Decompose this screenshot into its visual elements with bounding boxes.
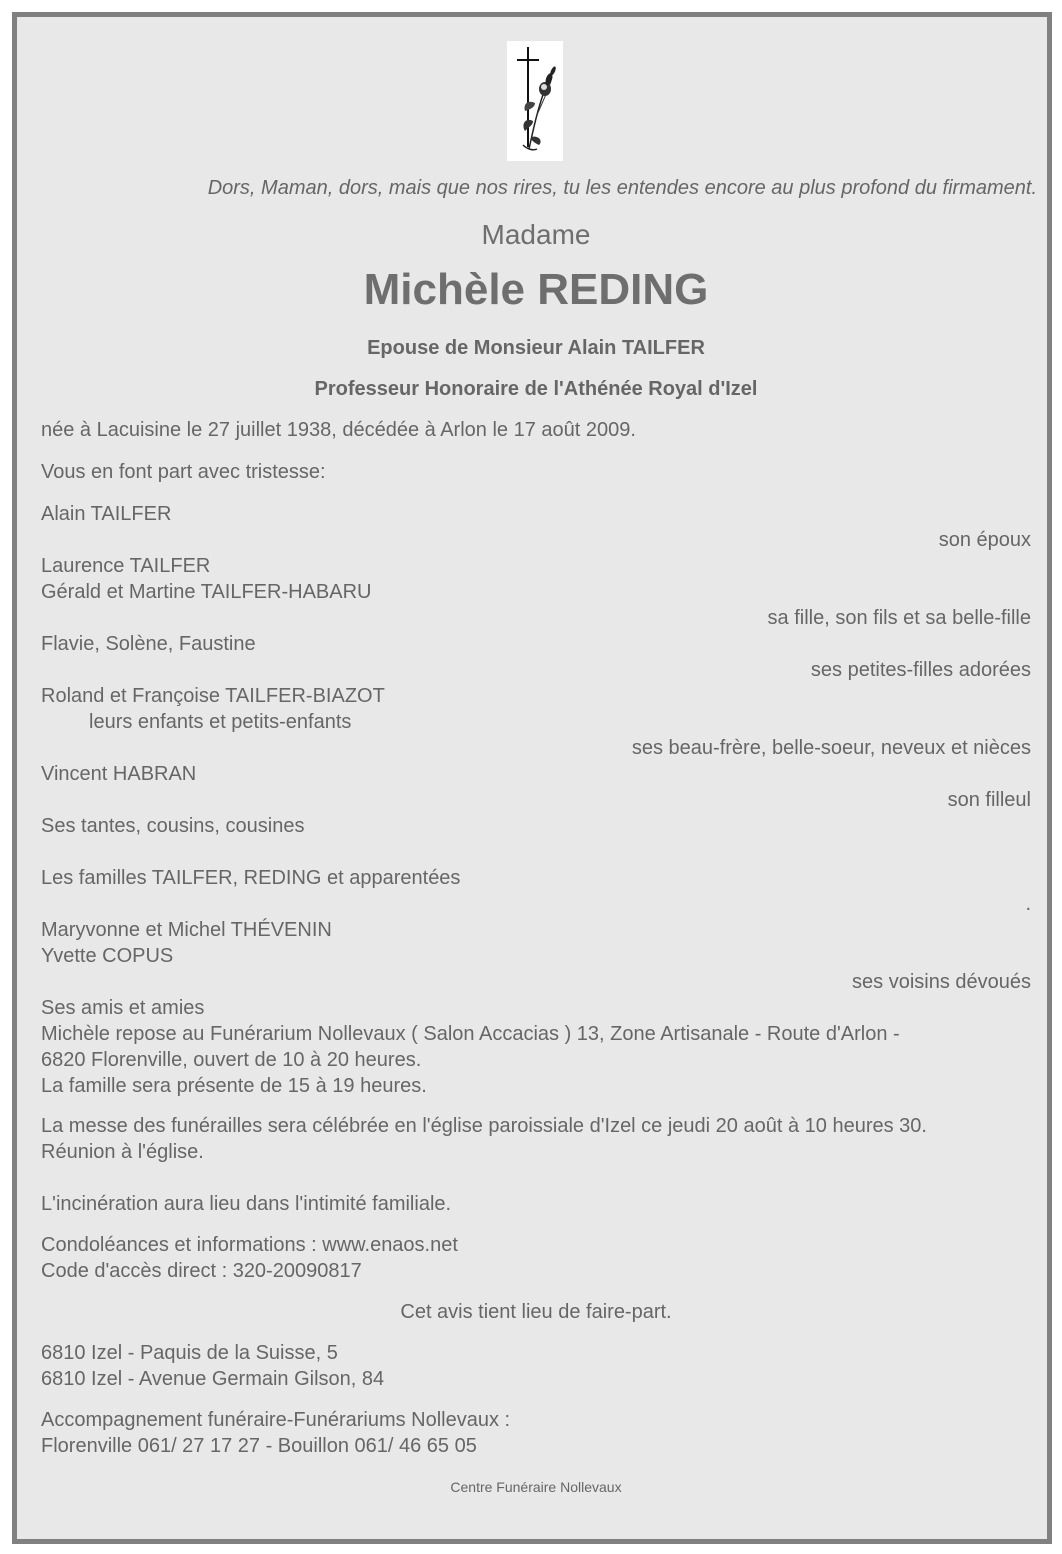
family-name: Ses tantes, cousins, cousines: [41, 815, 305, 837]
family-relation: ses petites-filles adorées: [810, 659, 1031, 681]
incineration-line: L'incinération aura lieu dans l'intimité familiale.: [41, 1193, 452, 1215]
profession-line: Professeur Honoraire de l'Athénée Royal d'Izel: [314, 378, 758, 400]
intro-line: Vous en font part avec tristesse:: [41, 461, 326, 483]
cross-with-flower-image: [507, 41, 563, 161]
family-name: Vincent HABRAN: [41, 763, 197, 785]
address-line: 6810 Izel - Paquis de la Suisse, 5: [41, 1342, 338, 1364]
condolences-link[interactable]: www.enaos.net: [322, 1234, 458, 1256]
family-relation: ses voisins dévoués: [852, 971, 1031, 993]
funeral-service-line: Florenville 061/ 27 17 27 - Bouillon 061/ 46 65 05: [41, 1435, 477, 1457]
repose-line: 6820 Florenville, ouvert de 10 à 20 heures.: [41, 1049, 422, 1071]
access-code-line: Code d'accès direct : 320-20090817: [41, 1260, 362, 1282]
family-name: Laurence TAILFER: [41, 555, 211, 577]
footer-credit: Centre Funéraire Nollevaux: [450, 1479, 622, 1495]
family-name: leurs enfants et petits-enfants: [89, 711, 352, 733]
obituary-card: [12, 12, 1052, 1544]
condolences-prefix: Condoléances et informations :: [41, 1234, 323, 1256]
birth-death-line: née à Lacuisine le 27 juillet 1938, décédée à Arlon le 17 août 2009.: [41, 419, 636, 441]
deceased-name: Michèle REDING: [363, 265, 709, 314]
family-relation: son époux: [938, 529, 1031, 551]
honorific: Madame: [481, 219, 591, 250]
family-name: Les familles TAILFER, REDING et apparentées: [41, 867, 461, 889]
family-name: Alain TAILFER: [41, 503, 172, 525]
mass-line: La messe des funérailles sera célébrée en l'église paroissiale d'Izel ce jeudi 20 août à 10 heures 30.: [41, 1115, 927, 1137]
mass-line: Réunion à l'église.: [41, 1141, 204, 1163]
family-name: Yvette COPUS: [41, 945, 174, 967]
family-relation: son filleul: [947, 789, 1031, 811]
family-name: Maryvonne et Michel THÉVENIN: [41, 919, 332, 941]
condolences-line: [41, 1232, 1031, 1258]
family-name: Flavie, Solène, Faustine: [41, 633, 256, 655]
family-name: Gérald et Martine TAILFER-HABARU: [41, 581, 372, 603]
spouse-line: Epouse de Monsieur Alain TAILFER: [367, 337, 705, 359]
address-line: 6810 Izel - Avenue Germain Gilson, 84: [41, 1368, 385, 1390]
epitaph-quote: Dors, Maman, dors, mais que nos rires, tu les entendes encore au plus profond du firmament.: [207, 177, 1037, 199]
family-name: Ses amis et amies: [41, 997, 205, 1019]
family-relation: ses beau-frère, belle-soeur, neveux et nièces: [631, 737, 1031, 759]
repose-line: La famille sera présente de 15 à 19 heures.: [41, 1075, 427, 1097]
notice-line: Cet avis tient lieu de faire-part.: [400, 1301, 672, 1323]
family-relation: .: [1025, 893, 1031, 915]
repose-line: Michèle repose au Funérarium Nollevaux ( Salon Accacias ) 13, Zone Artisanale - Route d'Arlon -: [41, 1023, 900, 1045]
family-name: Roland et Françoise TAILFER-BIAZOT: [41, 685, 385, 707]
funeral-service-line: Accompagnement funéraire-Funérariums Nollevaux :: [41, 1409, 511, 1431]
cross-icon: [507, 41, 563, 161]
family-relation: sa fille, son fils et sa belle-fille: [767, 607, 1031, 629]
